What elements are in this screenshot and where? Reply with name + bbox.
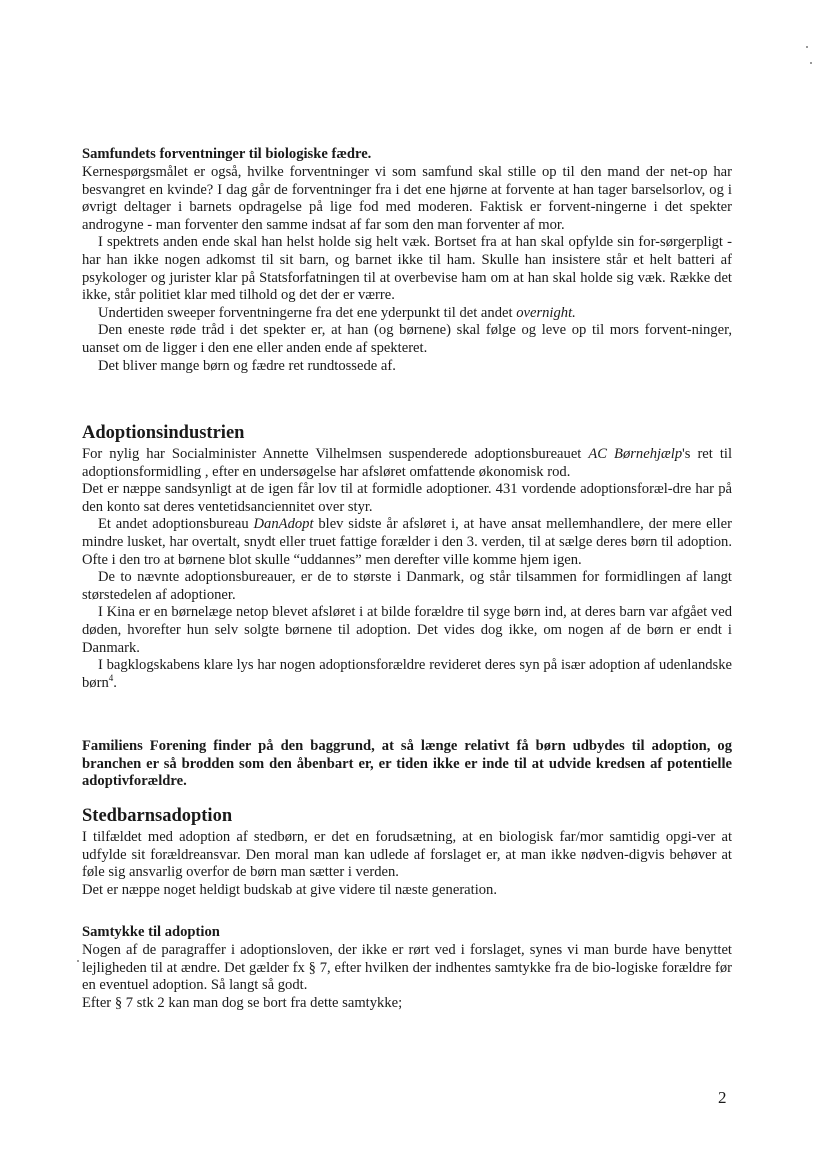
footnote-ref: 4 <box>108 672 114 683</box>
paragraph: Det er næppe noget heldigt budskab at give videre til næste generation. <box>82 881 498 898</box>
paragraph: I spektrets anden ende skal han helst holde sig helt væk. Bortset fra at han skal opfylde sin for-sørgerpligt - har han ikke nogen adkomst til sit barn, og barnet ikke til ham. Skulle han insistere står et helt batteri af psykologer og jurister klar på Statsforfatningen til at overbevise ham om at han skal holde sig væk. Række det ikke, står politiet klar med tilhold og det der er værre. <box>82 234 732 304</box>
section-heading-consent: Samtykke til adoption <box>82 924 220 940</box>
scan-speck <box>806 46 808 48</box>
paragraph: I Kina er en børnelæge netop blevet afsløret i at bilde forældre til syge børn ind, at deres barn var afgået ved døden, hvorefter hun selv solgte børnene til adoption. Det vides dog ikke, om nogen af de børn er endt i Danmark. <box>82 604 732 656</box>
paragraph <box>82 516 732 569</box>
paragraph: I tilfældet med adoption af stedbørn, er det en forudsætning, at en biologisk far/mor samtidig opgi-ver at udfylde sit forældreansvar. Den moral man kan udlede af forslaget er, at man ikke nødven-digvis behøver at føle sig ansvarlig overfor de børn man sætter i verden. <box>82 829 732 881</box>
paragraph: Det bliver mange børn og fædre ret rundtossede af. <box>98 357 396 374</box>
paragraph-text: Undertiden sweeper forventningerne fra det ene yderpunkt til det andet <box>98 304 513 321</box>
paragraph: Kernespørgsmålet er også, hvilke forventninger vi som samfund skal stille op til den mand der net-op har besvangret en kvinde? I dag går de forventninger fra i det ene hjørne at forvente at han tager barselsorlov, og i øvrigt deltager i barnets opdragelse på lige fod med moderen. Faktisk er forvent-ningerne i det spekter androgyne - man forventer den samme indsat af far som den man forventer af mor. <box>82 164 732 233</box>
paragraph <box>82 657 732 692</box>
paragraph-text: blev sidste år afsløret i, at have ansat mellemhandlere, der mere eller mindre lusket, har overtalt, snydt eller truet fattige forælder i den 3. verden, til at sælge deres børn til adoption. Ofte i den tro at børnene blot skulle “uddannes” men derefter ville komme hjem igen. <box>82 516 733 568</box>
emphasis-text: AC Børnehjælp <box>588 446 683 462</box>
section-heading-expectations: Samfundets forventninger til biologiske fædre. <box>82 146 372 162</box>
section-heading-stepchild-adoption: Stedbarnsadoption <box>82 806 233 826</box>
paragraph: Efter § 7 stk 2 kan man dog se bort fra dette samtykke; <box>82 994 403 1011</box>
paragraph: Nogen af de paragraffer i adoptionsloven, der ikke er rørt ved i forslaget, synes vi man burde have benyttet lejligheden til at ændre. Det gælder fx § 7, efter hvilken der indhentes samtykke fra de bio-logiske forældre før en eventuel adoption. Så langt så godt. <box>82 942 732 994</box>
emphasis-text: DanAdopt <box>253 516 314 533</box>
paragraph: Den eneste røde tråd i det spekter er, at han (og børnene) skal følge og leve op til mors forvent-ninger, uanset om de ligger i den ene eller anden ende af spekteret. <box>82 322 732 356</box>
scan-speck <box>77 960 79 962</box>
paragraph <box>82 446 732 481</box>
section-stepchild-body <box>82 829 732 899</box>
section-consent-body <box>82 942 732 1012</box>
conclusion-bold-paragraph <box>82 738 732 791</box>
paragraph-text: 's ret til adoptionsformidling , efter en undersøgelse har afsløret omfattende økonomisk rod. <box>82 446 733 480</box>
paragraph: De to nævnte adoptionsbureauer, er de to største i Danmark, og står tilsammen for formidlingen af langt størstedelen af adoptioner. <box>82 569 732 603</box>
paragraph: Familiens Forening finder på den baggrund, at så længe relativt få børn udbydes til adoption, og branchen er så brodden som den åbenbart er, er tiden ikke er inde til at udvide kredsen af potentielle adoptivforældre. <box>82 738 732 790</box>
section-expectations-body <box>82 164 732 375</box>
section-adoption-industry-body <box>82 446 732 692</box>
emphasis-text: overnight. <box>516 304 576 321</box>
paragraph <box>82 305 732 323</box>
section-heading-adoption-industry: Adoptionsindustrien <box>82 423 245 443</box>
paragraph-text: I bagklogskabens klare lys har nogen adoptionsforældre revideret deres syn på især adoption af udenlandske børn <box>82 657 732 691</box>
page-number: 2 <box>718 1088 727 1107</box>
scan-speck <box>810 62 812 64</box>
paragraph-text: . <box>113 674 117 691</box>
paragraph: Det er næppe sandsynligt at de igen får lov til at formidle adoptioner. 431 vordende adoptionsforæl-dre har på den konto sat deres ventetidsanciennitet over styr. <box>82 481 732 515</box>
paragraph-text: For nylig har Socialminister Annette Vilhelmsen suspenderede adoptionsbureauet <box>82 446 582 462</box>
paragraph-text: Et andet adoptionsbureau <box>98 516 249 533</box>
